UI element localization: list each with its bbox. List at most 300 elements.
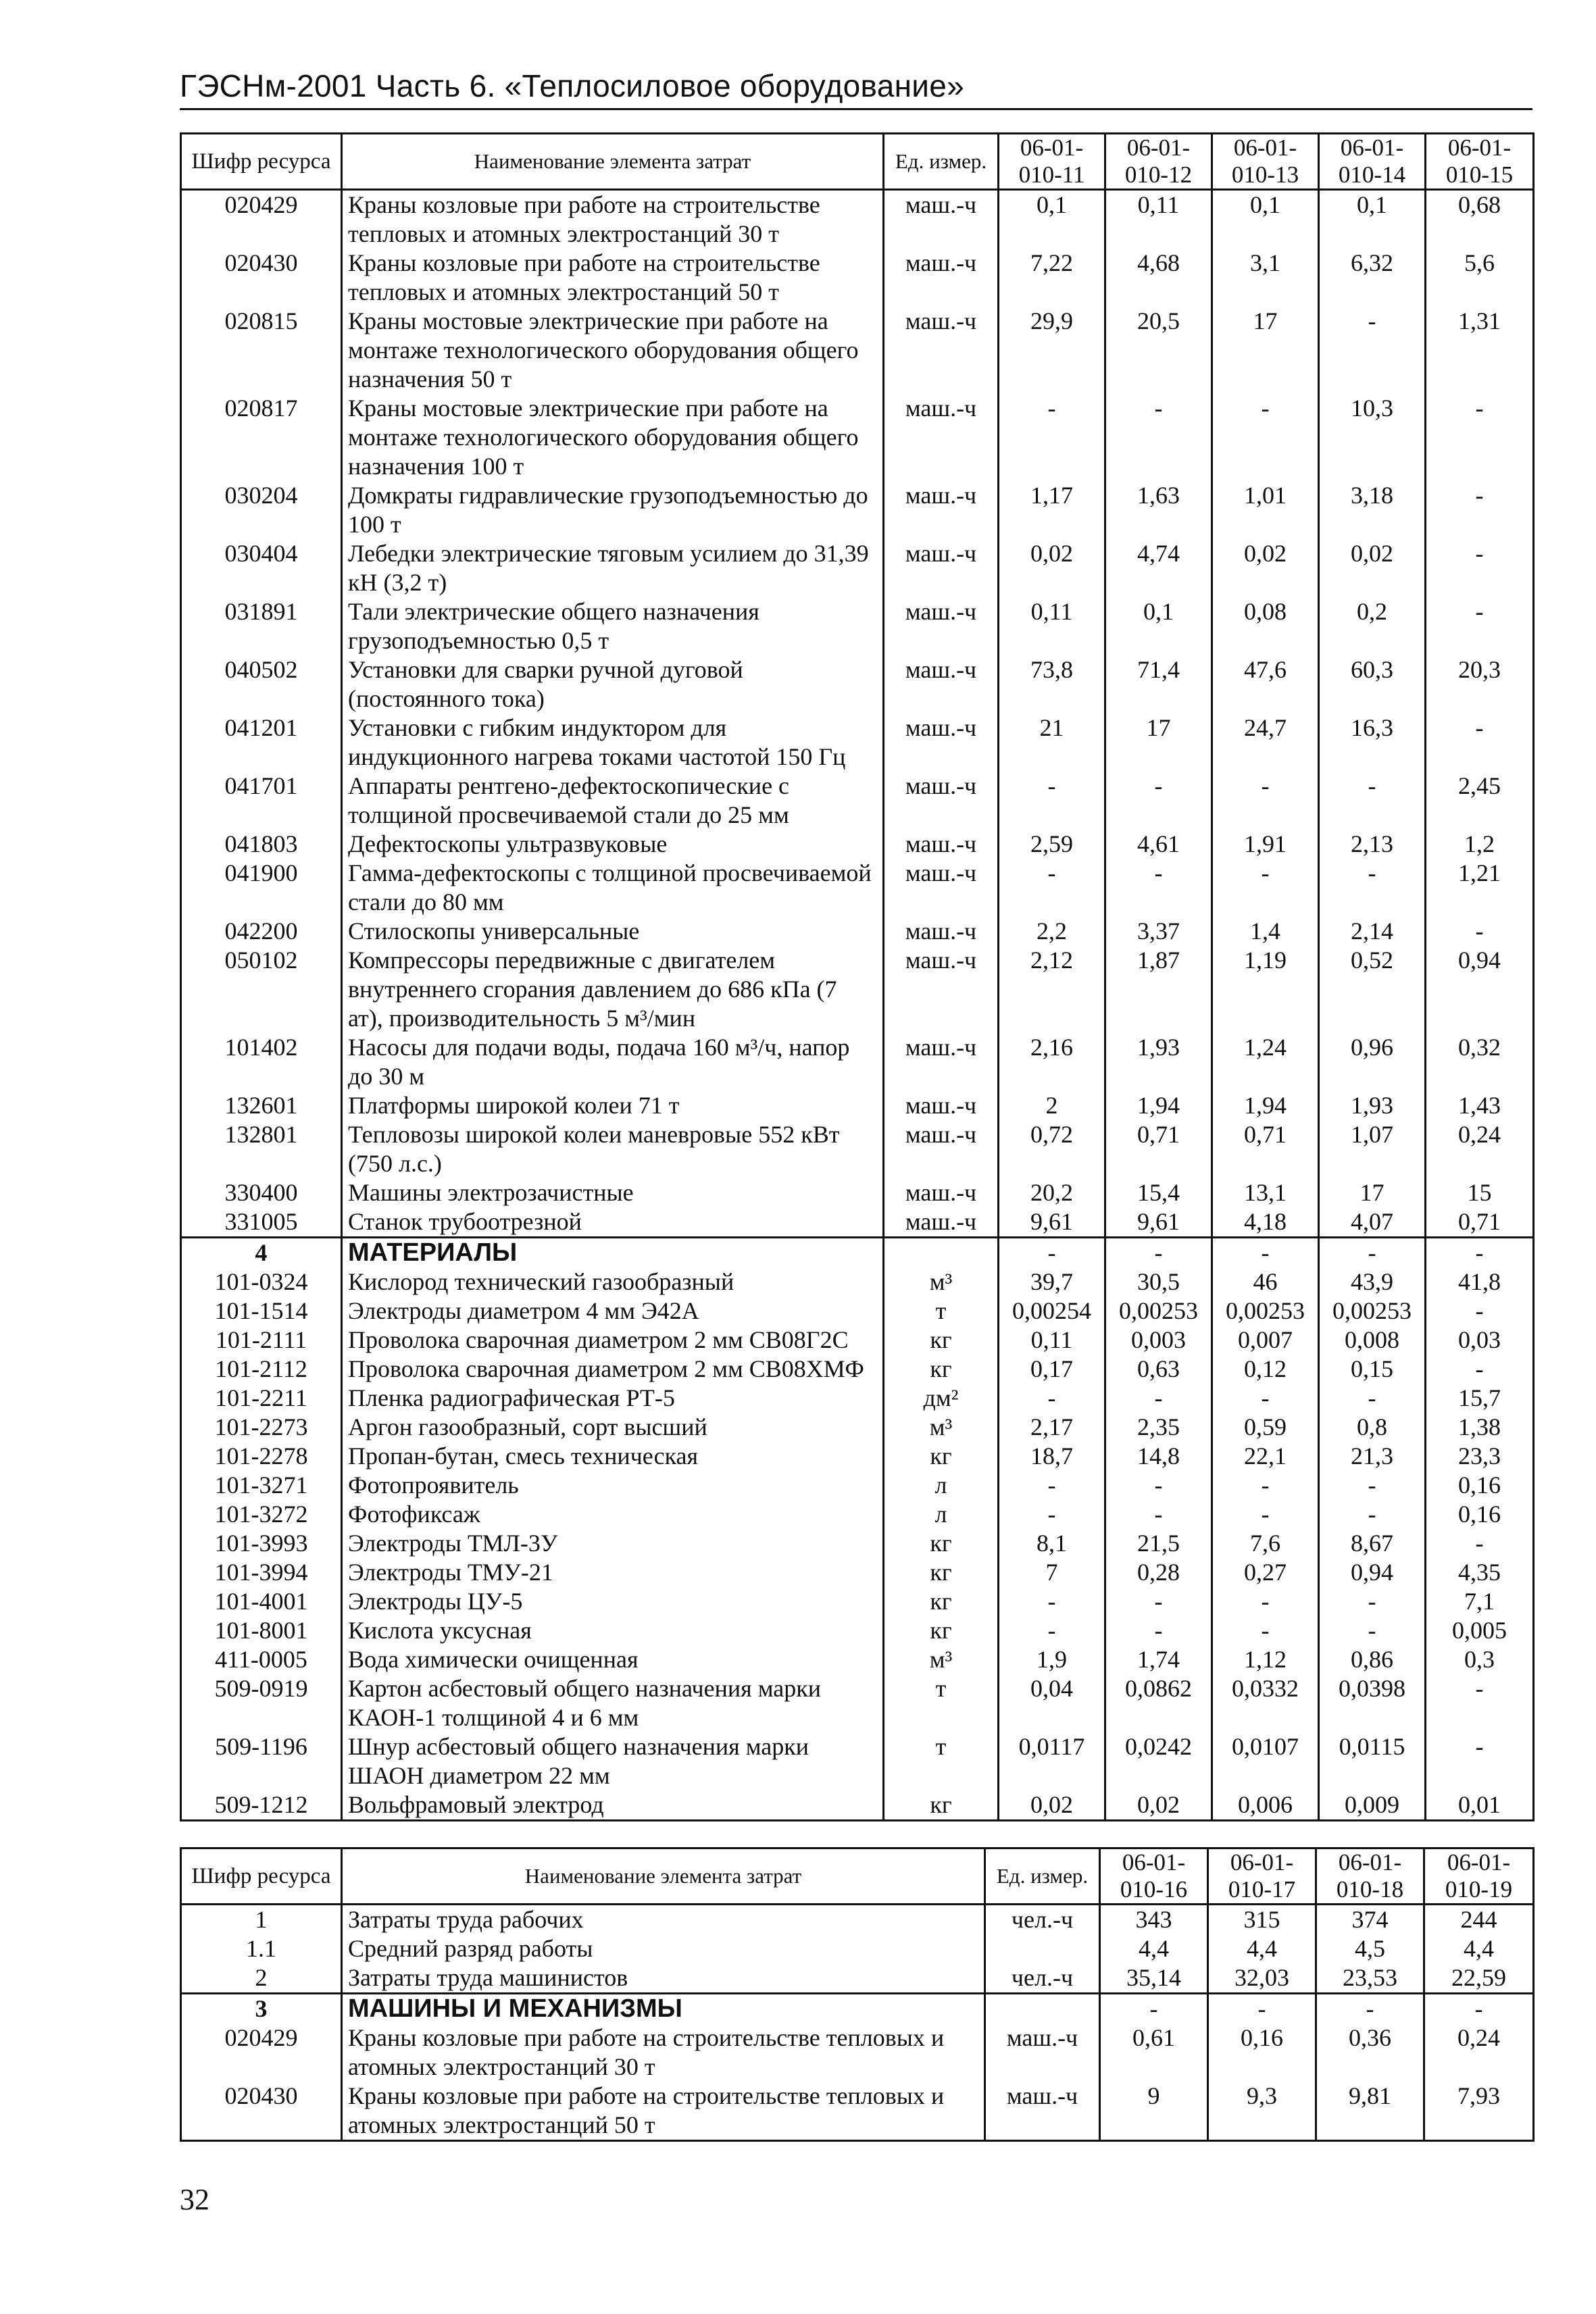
value-cell: 9,61 (1105, 1207, 1212, 1238)
table-row (181, 1178, 1534, 1207)
unit: кг (884, 1616, 999, 1645)
table-row (181, 190, 1534, 249)
value-cell: 0,0862 (1105, 1674, 1212, 1732)
value-cell: - (999, 1384, 1105, 1413)
value-cell: 22,1 (1212, 1442, 1319, 1471)
unit: маш.-ч (884, 772, 999, 830)
value-cell: 4,4 (1424, 1934, 1534, 1963)
resource-code: 101-2278 (181, 1442, 342, 1471)
value-cell: 0,16 (1426, 1500, 1534, 1529)
value-cell: 0,94 (1319, 1558, 1426, 1587)
unit: кг (884, 1355, 999, 1384)
resource-code: 041803 (181, 830, 342, 859)
value-cell: 0,24 (1424, 2023, 1534, 2082)
value-cell: - (1426, 539, 1534, 597)
value-cell: - (1426, 1297, 1534, 1326)
value-cell: 24,7 (1212, 713, 1319, 772)
value-cell: 4,74 (1105, 539, 1212, 597)
header-norm-code: 06-01-010-17 (1208, 1848, 1316, 1905)
value-cell: 1,2 (1426, 830, 1534, 859)
value-cell: 1,17 (999, 481, 1105, 539)
table-row (181, 1326, 1534, 1355)
value-cell: 32,03 (1208, 1963, 1316, 1994)
resource-code: 132601 (181, 1091, 342, 1120)
element-name: Фотофиксаж (342, 1500, 884, 1529)
element-name: Электроды ЦУ-5 (342, 1587, 884, 1616)
value-cell: 0,28 (1105, 1558, 1212, 1587)
table-row (181, 830, 1534, 859)
unit: маш.-ч (884, 946, 999, 1033)
value-cell: - (1426, 1732, 1534, 1790)
resource-code: 020815 (181, 307, 342, 394)
element-name: Установки для сварки ручной дуговой (постоянного тока) (342, 655, 884, 713)
table-row (181, 1558, 1534, 1587)
element-name: Тепловозы широкой колеи маневровые 552 кВт (750 л.с.) (342, 1120, 884, 1178)
table-row (181, 1934, 1534, 1963)
resource-code: 041701 (181, 772, 342, 830)
value-cell: 0,3 (1426, 1645, 1534, 1674)
table-row (181, 859, 1534, 917)
value-cell: 0,12 (1212, 1355, 1319, 1384)
unit: маш.-ч (884, 249, 999, 307)
value-cell: 21,3 (1319, 1442, 1426, 1471)
element-name: Установки с гибким индуктором для индукционного нагрева токами частотой 150 Гц (342, 713, 884, 772)
value-cell: 0,15 (1319, 1355, 1426, 1384)
value-cell: 15,4 (1105, 1178, 1212, 1207)
value-cell: - (1212, 1587, 1319, 1616)
value-cell: 2,12 (999, 946, 1105, 1033)
resource-code: 411-0005 (181, 1645, 342, 1674)
resource-code: 101-3272 (181, 1500, 342, 1529)
unit: т (884, 1674, 999, 1732)
value-cell: 73,8 (999, 655, 1105, 713)
table-row (181, 1207, 1534, 1238)
value-cell: 0,01 (1426, 1790, 1534, 1821)
value-cell: 0,63 (1105, 1355, 1212, 1384)
value-cell: 0,94 (1426, 946, 1534, 1033)
value-cell: - (1426, 1238, 1534, 1268)
value-cell: 0,0115 (1319, 1732, 1426, 1790)
unit: маш.-ч (884, 1178, 999, 1207)
value-cell: 4,61 (1105, 830, 1212, 859)
value-cell: - (999, 1500, 1105, 1529)
table-row (181, 1905, 1534, 1935)
unit (985, 1994, 1100, 2024)
element-name: Проволока сварочная диаметром 2 мм СВ08ХМФ (342, 1355, 884, 1384)
value-cell: 0,0242 (1105, 1732, 1212, 1790)
table-row (181, 1091, 1534, 1120)
value-cell: 0,02 (1105, 1790, 1212, 1821)
resource-code: 509-0919 (181, 1674, 342, 1732)
value-cell: 1,63 (1105, 481, 1212, 539)
value-cell: - (1105, 1587, 1212, 1616)
value-cell: 2,45 (1426, 772, 1534, 830)
value-cell: 9,81 (1316, 2082, 1424, 2141)
unit: кг (884, 1326, 999, 1355)
table-row (181, 1355, 1534, 1384)
table-row (181, 1471, 1534, 1500)
value-cell: 14,8 (1105, 1442, 1212, 1471)
table-row (181, 307, 1534, 394)
value-cell: 21,5 (1105, 1529, 1212, 1558)
resource-code: 509-1196 (181, 1732, 342, 1790)
value-cell: 0,72 (999, 1120, 1105, 1178)
value-cell: 4,4 (1208, 1934, 1316, 1963)
value-cell: - (999, 772, 1105, 830)
value-cell: 0,16 (1426, 1471, 1534, 1500)
header-norm-code: 06-01-010-16 (1100, 1848, 1208, 1905)
section-row (181, 1238, 1534, 1268)
value-cell: 20,5 (1105, 307, 1212, 394)
value-cell: 0,003 (1105, 1326, 1212, 1355)
value-cell: - (1426, 1355, 1534, 1384)
value-cell: 2,14 (1319, 917, 1426, 946)
value-cell: - (1319, 1238, 1426, 1268)
unit: кг (884, 1558, 999, 1587)
value-cell: - (1105, 1384, 1212, 1413)
element-name: Аппараты рентгено-дефектоскопические с толщиной просвечиваемой стали до 25 мм (342, 772, 884, 830)
table-row (181, 1500, 1534, 1529)
unit: маш.-ч (884, 190, 999, 249)
unit: м³ (884, 1645, 999, 1674)
resource-code: 101402 (181, 1033, 342, 1091)
header-norm-code: 06-01-010-13 (1212, 134, 1319, 190)
table-row (181, 2082, 1534, 2141)
table-row (181, 249, 1534, 307)
unit: маш.-ч (884, 394, 999, 481)
unit: кг (884, 1790, 999, 1821)
value-cell: 0,86 (1319, 1645, 1426, 1674)
value-cell: - (1319, 1500, 1426, 1529)
value-cell: 343 (1100, 1905, 1208, 1935)
unit: т (884, 1732, 999, 1790)
value-cell: 0,11 (999, 597, 1105, 655)
value-cell: 10,3 (1319, 394, 1426, 481)
resource-code: 330400 (181, 1178, 342, 1207)
value-cell: 1,31 (1426, 307, 1534, 394)
value-cell: 244 (1424, 1905, 1534, 1935)
element-name: Пропан-бутан, смесь техническая (342, 1442, 884, 1471)
value-cell: 0,52 (1319, 946, 1426, 1033)
resource-code: 101-2112 (181, 1355, 342, 1384)
element-name: Краны козловые при работе на строительстве тепловых и атомных электростанций 50 т (342, 2082, 985, 2141)
resource-code: 020817 (181, 394, 342, 481)
value-cell: 9,61 (999, 1207, 1105, 1238)
table-row (181, 2023, 1534, 2082)
value-cell: - (1212, 394, 1319, 481)
value-cell: 4,5 (1316, 1934, 1424, 1963)
unit: т (884, 1297, 999, 1326)
value-cell: 17 (1212, 307, 1319, 394)
unit: м³ (884, 1413, 999, 1442)
element-name: Электроды диаметром 4 мм Э42А (342, 1297, 884, 1326)
resource-code: 101-4001 (181, 1587, 342, 1616)
value-cell: 22,59 (1424, 1963, 1534, 1994)
page-number: 32 (180, 2183, 209, 2216)
header-resource-code: Шифр ресурса (181, 1848, 342, 1905)
element-name: Пленка радиографическая РТ-5 (342, 1384, 884, 1413)
value-cell: 0,0332 (1212, 1674, 1319, 1732)
table-row (181, 1120, 1534, 1178)
table-row (181, 1267, 1534, 1297)
value-cell: 9 (1100, 2082, 1208, 2141)
value-cell: - (1319, 1587, 1426, 1616)
value-cell: - (1212, 1616, 1319, 1645)
value-cell: 16,3 (1319, 713, 1426, 772)
table-row (181, 772, 1534, 830)
element-name: Краны мостовые электрические при работе на монтаже технологического оборудования общего назначения 100 т (342, 394, 884, 481)
element-name: Картон асбестовый общего назначения марки КАОН-1 толщиной 4 и 6 мм (342, 1674, 884, 1732)
resource-code: 041201 (181, 713, 342, 772)
value-cell: 0,02 (1319, 539, 1426, 597)
element-name: Затраты труда рабочих (342, 1905, 985, 1935)
value-cell: 0,007 (1212, 1326, 1319, 1355)
resource-code: 101-3993 (181, 1529, 342, 1558)
element-name: Лебедки электрические тяговым усилием до 31,39 кН (3,2 т) (342, 539, 884, 597)
value-cell: - (1212, 1384, 1319, 1413)
table-row (181, 1384, 1534, 1413)
value-cell: 71,4 (1105, 655, 1212, 713)
value-cell: 60,3 (1319, 655, 1426, 713)
header-norm-code: 06-01-010-19 (1424, 1848, 1534, 1905)
element-name: Насосы для подачи воды, подача 160 м³/ч, напор до 30 м (342, 1033, 884, 1091)
value-cell: 4,4 (1100, 1934, 1208, 1963)
value-cell: 0,32 (1426, 1033, 1534, 1091)
value-cell: 0,71 (1426, 1207, 1534, 1238)
resource-code: 031891 (181, 597, 342, 655)
value-cell: 0,61 (1100, 2023, 1208, 2082)
value-cell: 0,1 (999, 190, 1105, 249)
header-element-name: Наименование элемента затрат (342, 1848, 985, 1905)
value-cell: 1,91 (1212, 830, 1319, 859)
value-cell: - (1105, 859, 1212, 917)
unit: маш.-ч (884, 539, 999, 597)
unit: маш.-ч (884, 1091, 999, 1120)
table-row (181, 1413, 1534, 1442)
value-cell: 23,3 (1426, 1442, 1534, 1471)
value-cell: 0,0398 (1319, 1674, 1426, 1732)
value-cell: 0,02 (999, 1790, 1105, 1821)
element-name: Компрессоры передвижные с двигателем внутреннего сгорания давлением до 686 кПа (7 ат), производительность 5 м³/мин (342, 946, 884, 1033)
value-cell: 1,07 (1319, 1120, 1426, 1178)
element-name: Краны козловые при работе на строительстве тепловых и атомных электростанций 30 т (342, 2023, 985, 2082)
value-cell: 2,16 (999, 1033, 1105, 1091)
value-cell: 5,6 (1426, 249, 1534, 307)
value-cell: 0,36 (1316, 2023, 1424, 2082)
header-resource-code: Шифр ресурса (181, 134, 342, 190)
element-name: Аргон газообразный, сорт высший (342, 1413, 884, 1442)
value-cell: 29,9 (999, 307, 1105, 394)
value-cell: 0,11 (999, 1326, 1105, 1355)
resource-code: 101-1514 (181, 1297, 342, 1326)
value-cell: 0,04 (999, 1674, 1105, 1732)
value-cell: - (1100, 1994, 1208, 2024)
resource-code: 2 (181, 1963, 342, 1994)
unit: л (884, 1471, 999, 1500)
value-cell: - (999, 1587, 1105, 1616)
table-row (181, 946, 1534, 1033)
value-cell: - (1316, 1994, 1424, 2024)
resource-table-1 (180, 132, 1535, 1821)
value-cell: 3,37 (1105, 917, 1212, 946)
value-cell: 23,53 (1316, 1963, 1424, 1994)
unit: маш.-ч (884, 481, 999, 539)
value-cell: 8,1 (999, 1529, 1105, 1558)
table-row (181, 1297, 1534, 1326)
value-cell: 7,6 (1212, 1529, 1319, 1558)
value-cell: 4,18 (1212, 1207, 1319, 1238)
value-cell: - (1426, 1674, 1534, 1732)
table-row (181, 539, 1534, 597)
value-cell: 1,19 (1212, 946, 1319, 1033)
resource-code: 331005 (181, 1207, 342, 1238)
unit: чел.-ч (985, 1905, 1100, 1935)
value-cell: 0,24 (1426, 1120, 1534, 1178)
header-unit: Ед. измер. (884, 134, 999, 190)
table-row (181, 1587, 1534, 1616)
header-norm-code: 06-01-010-15 (1426, 134, 1534, 190)
value-cell: 0,0107 (1212, 1732, 1319, 1790)
value-cell: 0,00254 (999, 1297, 1105, 1326)
value-cell: - (1212, 772, 1319, 830)
value-cell: 0,71 (1212, 1120, 1319, 1178)
table-row (181, 917, 1534, 946)
unit: маш.-ч (985, 2082, 1100, 2141)
value-cell: - (1426, 1529, 1534, 1558)
element-name: МАТЕРИАЛЫ (342, 1238, 884, 1268)
element-name: Тали электрические общего назначения грузоподъемностью 0,5 т (342, 597, 884, 655)
table-row (181, 481, 1534, 539)
unit: маш.-ч (884, 1033, 999, 1091)
value-cell: - (1319, 1384, 1426, 1413)
value-cell: 1,87 (1105, 946, 1212, 1033)
table-row (181, 1645, 1534, 1674)
header-norm-code: 06-01-010-18 (1316, 1848, 1424, 1905)
table-row (181, 1790, 1534, 1821)
resource-code: 041900 (181, 859, 342, 917)
element-name: Станок трубоотрезной (342, 1207, 884, 1238)
value-cell: 374 (1316, 1905, 1424, 1935)
resource-code: 4 (181, 1238, 342, 1268)
element-name: Электроды ТМУ-21 (342, 1558, 884, 1587)
value-cell: 4,68 (1105, 249, 1212, 307)
element-name: Шнур асбестовый общего назначения марки ШАОН диаметром 22 мм (342, 1732, 884, 1790)
section-row (181, 1994, 1534, 2024)
value-cell: 0,27 (1212, 1558, 1319, 1587)
value-cell: 1,94 (1212, 1091, 1319, 1120)
value-cell: 1,93 (1319, 1091, 1426, 1120)
resource-code: 050102 (181, 946, 342, 1033)
value-cell: 0,8 (1319, 1413, 1426, 1442)
value-cell: - (1212, 1238, 1319, 1268)
resource-code: 020429 (181, 190, 342, 249)
resource-code: 3 (181, 1994, 342, 2024)
value-cell: 6,32 (1319, 249, 1426, 307)
page-header: ГЭСНм-2001 Часть 6. «Теплосиловое оборудование» (180, 68, 965, 103)
value-cell: 0,009 (1319, 1790, 1426, 1821)
table-row (181, 1442, 1534, 1471)
value-cell: 315 (1208, 1905, 1316, 1935)
value-cell: 7,22 (999, 249, 1105, 307)
value-cell: - (999, 859, 1105, 917)
unit: маш.-ч (884, 655, 999, 713)
table-row (181, 713, 1534, 772)
table-row (181, 1732, 1534, 1790)
unit: чел.-ч (985, 1963, 1100, 1994)
element-name: Краны мостовые электрические при работе на монтаже технологического оборудования общего назначения 50 т (342, 307, 884, 394)
resource-table-2 (180, 1847, 1535, 2142)
element-name: Средний разряд работы (342, 1934, 985, 1963)
unit: маш.-ч (884, 830, 999, 859)
value-cell: 1,38 (1426, 1413, 1534, 1442)
unit: маш.-ч (884, 713, 999, 772)
element-name: Домкраты гидравлические грузоподъемностью до 100 т (342, 481, 884, 539)
table-row (181, 394, 1534, 481)
value-cell: 3,18 (1319, 481, 1426, 539)
unit: кг (884, 1442, 999, 1471)
resource-code: 040502 (181, 655, 342, 713)
value-cell: 2,13 (1319, 830, 1426, 859)
element-name: Вода химически очищенная (342, 1645, 884, 1674)
table-row (181, 597, 1534, 655)
value-cell: - (999, 1238, 1105, 1268)
resource-code: 020429 (181, 2023, 342, 2082)
value-cell: 0,16 (1208, 2023, 1316, 2082)
value-cell: - (1208, 1994, 1316, 2024)
table-header-row (181, 1848, 1534, 1905)
element-name: Платформы широкой колеи 71 т (342, 1091, 884, 1120)
unit: л (884, 1500, 999, 1529)
value-cell: - (1319, 1471, 1426, 1500)
header-element-name: Наименование элемента затрат (342, 134, 884, 190)
table-row (181, 1529, 1534, 1558)
value-cell: 0,00253 (1319, 1297, 1426, 1326)
value-cell: - (1105, 1616, 1212, 1645)
value-cell: 1,9 (999, 1645, 1105, 1674)
value-cell: 0,1 (1105, 597, 1212, 655)
value-cell: 7 (999, 1558, 1105, 1587)
resource-code: 101-2111 (181, 1326, 342, 1355)
value-cell: 0,71 (1105, 1120, 1212, 1178)
resource-code: 020430 (181, 2082, 342, 2141)
unit: м³ (884, 1267, 999, 1297)
value-cell: 0,08 (1212, 597, 1319, 655)
value-cell: 2,2 (999, 917, 1105, 946)
resource-code: 1 (181, 1905, 342, 1935)
value-cell: 0,11 (1105, 190, 1212, 249)
value-cell: - (999, 394, 1105, 481)
header-norm-code: 06-01-010-12 (1105, 134, 1212, 190)
value-cell: 39,7 (999, 1267, 1105, 1297)
value-cell: - (1319, 772, 1426, 830)
value-cell: 3,1 (1212, 249, 1319, 307)
resource-code: 042200 (181, 917, 342, 946)
element-name: Фотопроявитель (342, 1471, 884, 1500)
table-row (181, 1033, 1534, 1091)
unit: маш.-ч (884, 1207, 999, 1238)
value-cell: 35,14 (1100, 1963, 1208, 1994)
element-name: Кислота уксусная (342, 1616, 884, 1645)
resource-code: 101-8001 (181, 1616, 342, 1645)
unit: кг (884, 1587, 999, 1616)
value-cell: 17 (1319, 1178, 1426, 1207)
value-cell: 0,005 (1426, 1616, 1534, 1645)
resource-code: 020430 (181, 249, 342, 307)
value-cell: 0,02 (1212, 539, 1319, 597)
value-cell: 30,5 (1105, 1267, 1212, 1297)
unit: маш.-ч (884, 597, 999, 655)
element-name: МАШИНЫ И МЕХАНИЗМЫ (342, 1994, 985, 2024)
